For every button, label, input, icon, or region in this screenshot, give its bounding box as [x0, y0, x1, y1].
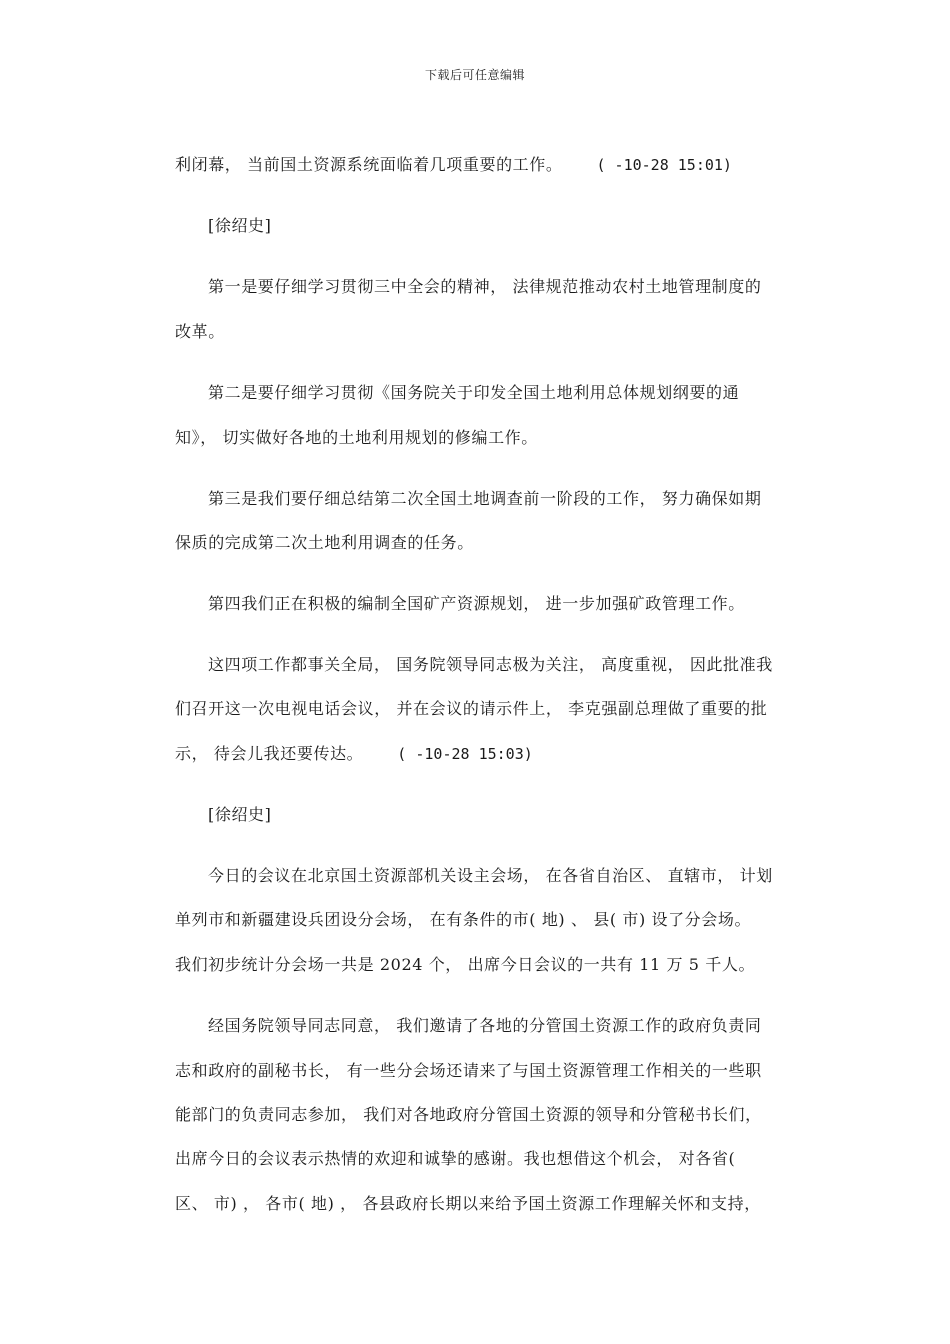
paragraph-line: 区、 市) ， 各市( 地) ， 各县政府长期以来给予国土资源工作理解关怀和支持，: [175, 1194, 761, 1213]
speaker-label: [徐绍史]: [208, 805, 272, 824]
timestamp: ( -10-28 15:03): [397, 745, 533, 763]
text-line: [175, 152, 732, 175]
paragraph-line: 志和政府的副秘书长， 有一些分会场还请来了与国土资源管理工作相关的一些职: [175, 1061, 762, 1080]
paragraph-line: 第二是要仔细学习贯彻《国务院关于印发全国土地利用总体规划纲要的通: [208, 383, 740, 402]
paragraph-line: 能部门的负责同志参加， 我们对各地政府分管国土资源的领导和分管秘书长们，: [175, 1105, 762, 1124]
paragraph-line: 第一是要仔细学习贯彻三中全会的精神， 法律规范推动农村土地管理制度的: [208, 277, 762, 296]
paragraph-line: 第三是我们要仔细总结第二次全国土地调查前一阶段的工作， 努力确保如期: [208, 489, 762, 508]
paragraph-line: 出席今日的会议表示热情的欢迎和诚挚的感谢。我也想借这个机会， 对各省(: [175, 1149, 736, 1168]
text-line: [175, 741, 533, 764]
timestamp: ( -10-28 15:01): [596, 156, 732, 174]
paragraph-line: 这四项工作都事关全局， 国务院领导同志极为关注， 高度重视， 因此批准我: [208, 655, 773, 674]
paragraph-line: 我们初步统计分会场一共是 2024 个， 出席今日会议的一共有 11 万 5 千人。: [175, 955, 756, 974]
paragraph-line: 们召开这一次电视电话会议， 并在会议的请示件上， 李克强副总理做了重要的批: [175, 699, 768, 718]
line-text: 示， 待会儿我还要传达。: [175, 744, 364, 763]
paragraph-line: 单列市和新疆建设兵团设分会场， 在有条件的市( 地) 、 县( 市) 设了分会场。: [175, 910, 752, 929]
paragraph-line: 经国务院领导同志同意， 我们邀请了各地的分管国土资源工作的政府负责同: [208, 1016, 762, 1035]
paragraph-line: 知》， 切实做好各地的土地利用规划的修编工作。: [175, 428, 538, 447]
line-text: 利闭幕， 当前国土资源系统面临着几项重要的工作。: [175, 155, 563, 174]
paragraph-line: 保质的完成第二次土地利用调查的任务。: [175, 533, 474, 552]
paragraph-line: 第四我们正在积极的编制全国矿产资源规划， 进一步加强矿政管理工作。: [208, 594, 745, 613]
paragraph-line: 今日的会议在北京国土资源部机关设主会场， 在各省自治区、 直辖市， 计划: [208, 866, 773, 885]
page-header: 下载后可任意编辑: [424, 68, 525, 82]
speaker-label: [徐绍史]: [208, 216, 272, 235]
paragraph-line: 改革。: [175, 322, 225, 341]
